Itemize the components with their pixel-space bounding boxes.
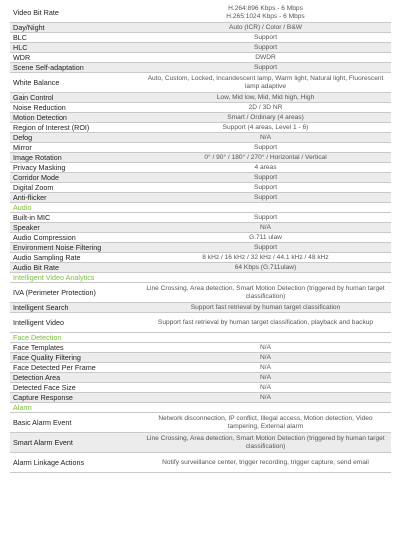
spec-value: Auto, Custom, Locked, Incandescent lamp, Warm light, Natural light, Fluorescent lamp adaptive	[147, 74, 384, 90]
spec-value: Support (4 areas, Level 1 - 6)	[222, 123, 309, 131]
spec-label: Face Templates	[13, 342, 64, 352]
spec-value: Support	[253, 213, 278, 221]
spec-row	[10, 393, 391, 403]
spec-rows	[10, 3, 391, 473]
spec-label: Detection Area	[13, 372, 61, 382]
spec-value: DWDR	[255, 53, 276, 61]
spec-label: Audio Sampling Rate	[13, 252, 81, 262]
spec-label: Region of Interest (ROI)	[13, 122, 90, 132]
spec-value: N/A	[260, 373, 271, 381]
spec-label: Noise Reduction	[13, 102, 66, 112]
spec-label: Face Detected Per Frame	[13, 362, 96, 372]
spec-row	[10, 233, 391, 243]
spec-row	[10, 173, 391, 183]
spec-row	[10, 343, 391, 353]
spec-value: Support fast retrieval by human target classification, playback and backup	[157, 318, 374, 326]
spec-value: Support	[253, 63, 278, 71]
spec-label: Smart Alarm Event	[13, 437, 73, 447]
specification-table	[10, 3, 391, 473]
spec-row	[10, 63, 391, 73]
spec-label: Basic Alarm Event	[13, 417, 72, 427]
section-title: Audio	[13, 202, 32, 212]
spec-value: Network disconnection, IP conflict, Illegal access, Motion detection, Video tampering, External alarm	[158, 414, 373, 430]
spec-row	[10, 93, 391, 103]
spec-row	[10, 433, 391, 453]
spec-row	[10, 123, 391, 133]
spec-label: Gain Control	[13, 92, 54, 102]
spec-value: 8 kHz / 16 kHz / 32 kHz / 44.1 kHz / 48 kHz	[202, 253, 329, 261]
spec-label: Capture Response	[13, 392, 73, 402]
spec-label: BLC	[13, 32, 27, 42]
spec-value: Line Crossing, Area detection, Smart Motion Detection (triggered by human target classification)	[146, 434, 385, 450]
spec-label: Environment Noise Filtering	[13, 242, 102, 252]
spec-value: G.711 ulaw	[249, 233, 282, 241]
spec-label: Privacy Masking	[13, 162, 66, 172]
spec-label: Built-in MIC	[13, 212, 51, 222]
spec-label: Video Bit Rate	[13, 7, 59, 17]
spec-row	[10, 183, 391, 193]
spec-value: Notify surveillance center, trigger recording, trigger capture, send email	[162, 458, 369, 466]
spec-label: HLC	[13, 42, 28, 52]
spec-row	[10, 143, 391, 153]
spec-value: N/A	[260, 393, 271, 401]
spec-value: Support	[253, 43, 278, 51]
spec-row	[10, 213, 391, 223]
spec-row	[10, 103, 391, 113]
spec-label: Day/Night	[13, 22, 45, 32]
spec-row	[10, 163, 391, 173]
spec-value: 0° / 90° / 180° / 270° / Horizontal / Vertical	[204, 153, 327, 161]
spec-value: N/A	[260, 223, 271, 231]
spec-row	[10, 133, 391, 143]
spec-row	[10, 453, 391, 473]
spec-label: Speaker	[13, 222, 40, 232]
spec-label: Anti-flicker	[13, 192, 47, 202]
spec-label: Face Quality Filtering	[13, 352, 81, 362]
spec-value: Support	[253, 143, 278, 151]
spec-row	[10, 383, 391, 393]
spec-row	[10, 303, 391, 313]
spec-label: Scene Self-adaptation	[13, 62, 84, 72]
spec-row	[10, 373, 391, 383]
spec-value: Line Crossing, Area detection, Smart Motion Detection (triggered by human target classification)	[146, 284, 385, 300]
spec-row	[10, 283, 391, 303]
spec-row	[10, 33, 391, 43]
spec-row	[10, 3, 391, 23]
spec-label: Audio Bit Rate	[13, 262, 59, 272]
spec-row	[10, 413, 391, 433]
spec-label: Alarm Linkage Actions	[13, 457, 85, 467]
spec-row	[10, 43, 391, 53]
spec-value: Support	[253, 193, 278, 201]
spec-value: Support fast retrieval by human target classification	[190, 303, 341, 311]
spec-label: Image Rotation	[13, 152, 62, 162]
spec-row	[10, 263, 391, 273]
spec-label: White Balance	[13, 77, 60, 87]
section-header	[10, 333, 391, 343]
spec-value: Support	[253, 243, 278, 251]
spec-value: 64 Kbps (G.711ulaw)	[234, 263, 297, 271]
spec-label: Digital Zoom	[13, 182, 54, 192]
spec-row	[10, 313, 391, 333]
spec-value: Low, Mid low, Mid, Mid high, High	[216, 93, 315, 101]
spec-row	[10, 243, 391, 253]
spec-row	[10, 53, 391, 63]
spec-label: WDR	[13, 52, 31, 62]
spec-label: Intelligent Video	[13, 317, 65, 327]
spec-row	[10, 113, 391, 123]
section-header	[10, 203, 391, 213]
spec-row	[10, 23, 391, 33]
spec-value: Support	[253, 183, 278, 191]
spec-value: H.264:896 Kbps - 6 Mbps H.265:1024 Kbps - 6 Mbps	[226, 4, 305, 20]
section-header	[10, 403, 391, 413]
spec-label: Intelligent Search	[13, 302, 69, 312]
spec-value: Support	[253, 173, 278, 181]
spec-value: N/A	[260, 353, 271, 361]
spec-row	[10, 363, 391, 373]
spec-value: Support	[253, 33, 278, 41]
spec-row	[10, 253, 391, 263]
spec-label: Corridor Mode	[13, 172, 59, 182]
spec-value: Smart / Ordinary (4 areas)	[227, 113, 304, 121]
spec-label: IVA (Perimeter Protection)	[13, 287, 96, 297]
spec-label: Defog	[13, 132, 33, 142]
spec-value: N/A	[260, 363, 271, 371]
spec-row	[10, 153, 391, 163]
section-title: Face Detection	[13, 332, 62, 342]
spec-label: Mirror	[13, 142, 32, 152]
spec-label: Motion Detection	[13, 112, 67, 122]
spec-value: 4 areas	[254, 163, 277, 171]
spec-label: Detected Face Size	[13, 382, 76, 392]
spec-label: Audio Compression	[13, 232, 76, 242]
spec-row	[10, 353, 391, 363]
spec-value: 2D / 3D NR	[248, 103, 283, 111]
spec-row	[10, 73, 391, 93]
spec-row	[10, 223, 391, 233]
spec-value: N/A	[260, 383, 271, 391]
spec-value: N/A	[260, 133, 271, 141]
section-title: Alarm	[13, 402, 32, 412]
spec-row	[10, 193, 391, 203]
spec-value: Auto (ICR) / Color / B&W	[229, 23, 302, 31]
section-header	[10, 273, 391, 283]
section-title: Intelligent Video Analytics	[13, 272, 95, 282]
spec-value: N/A	[260, 343, 271, 351]
